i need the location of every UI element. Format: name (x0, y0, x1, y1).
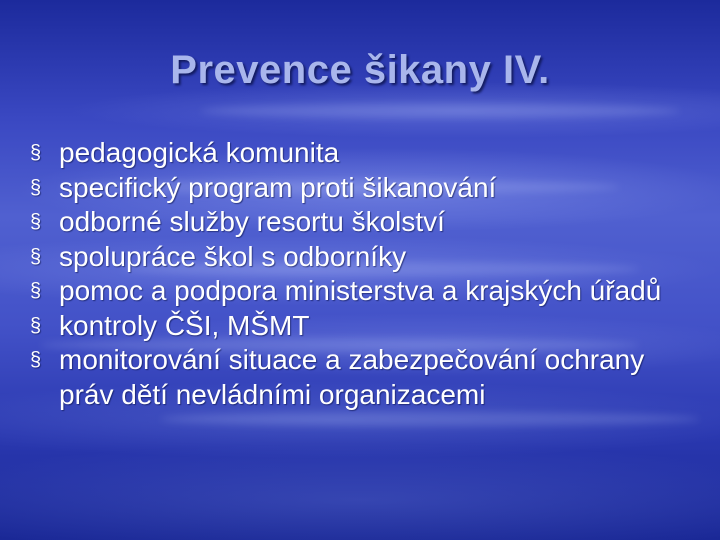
bullet-marker-icon: § (30, 349, 42, 371)
bullet-marker-icon: § (30, 280, 42, 302)
bullet-marker-icon: § (30, 176, 42, 199)
bullet-item (30, 343, 690, 412)
bullet-text: monitorování situace a zabezpečování ochrany práv dětí nevládními organizacemi (59, 344, 645, 410)
slide-title: Prevence šikany IV. (170, 48, 550, 92)
bullet-list (30, 136, 690, 412)
bullet-item (30, 171, 690, 206)
bullet-text: odborné služby resortu školství (59, 206, 445, 237)
bullet-item (30, 240, 690, 275)
bullet-marker-icon: § (30, 142, 42, 164)
cloud-streak (160, 412, 700, 426)
bullet-item (30, 136, 690, 171)
bullet-marker-icon: § (30, 314, 42, 337)
cloud-streak (200, 104, 680, 118)
bullet-text: pedagogická komunita (59, 137, 340, 168)
bullet-marker-icon: § (30, 245, 42, 268)
bullet-item (30, 309, 690, 344)
bullet-marker-icon: § (30, 211, 42, 233)
bullet-text: pomoc a podpora ministerstva a krajských úřadů (59, 275, 662, 306)
bullet-text: spolupráce škol s odborníky (59, 240, 407, 272)
bullet-text: specifický program proti šikanování (59, 171, 497, 203)
bullet-text: kontroly ČŠI, MŠMT (59, 309, 310, 341)
bullet-item (30, 205, 690, 240)
bullet-item (30, 274, 690, 309)
